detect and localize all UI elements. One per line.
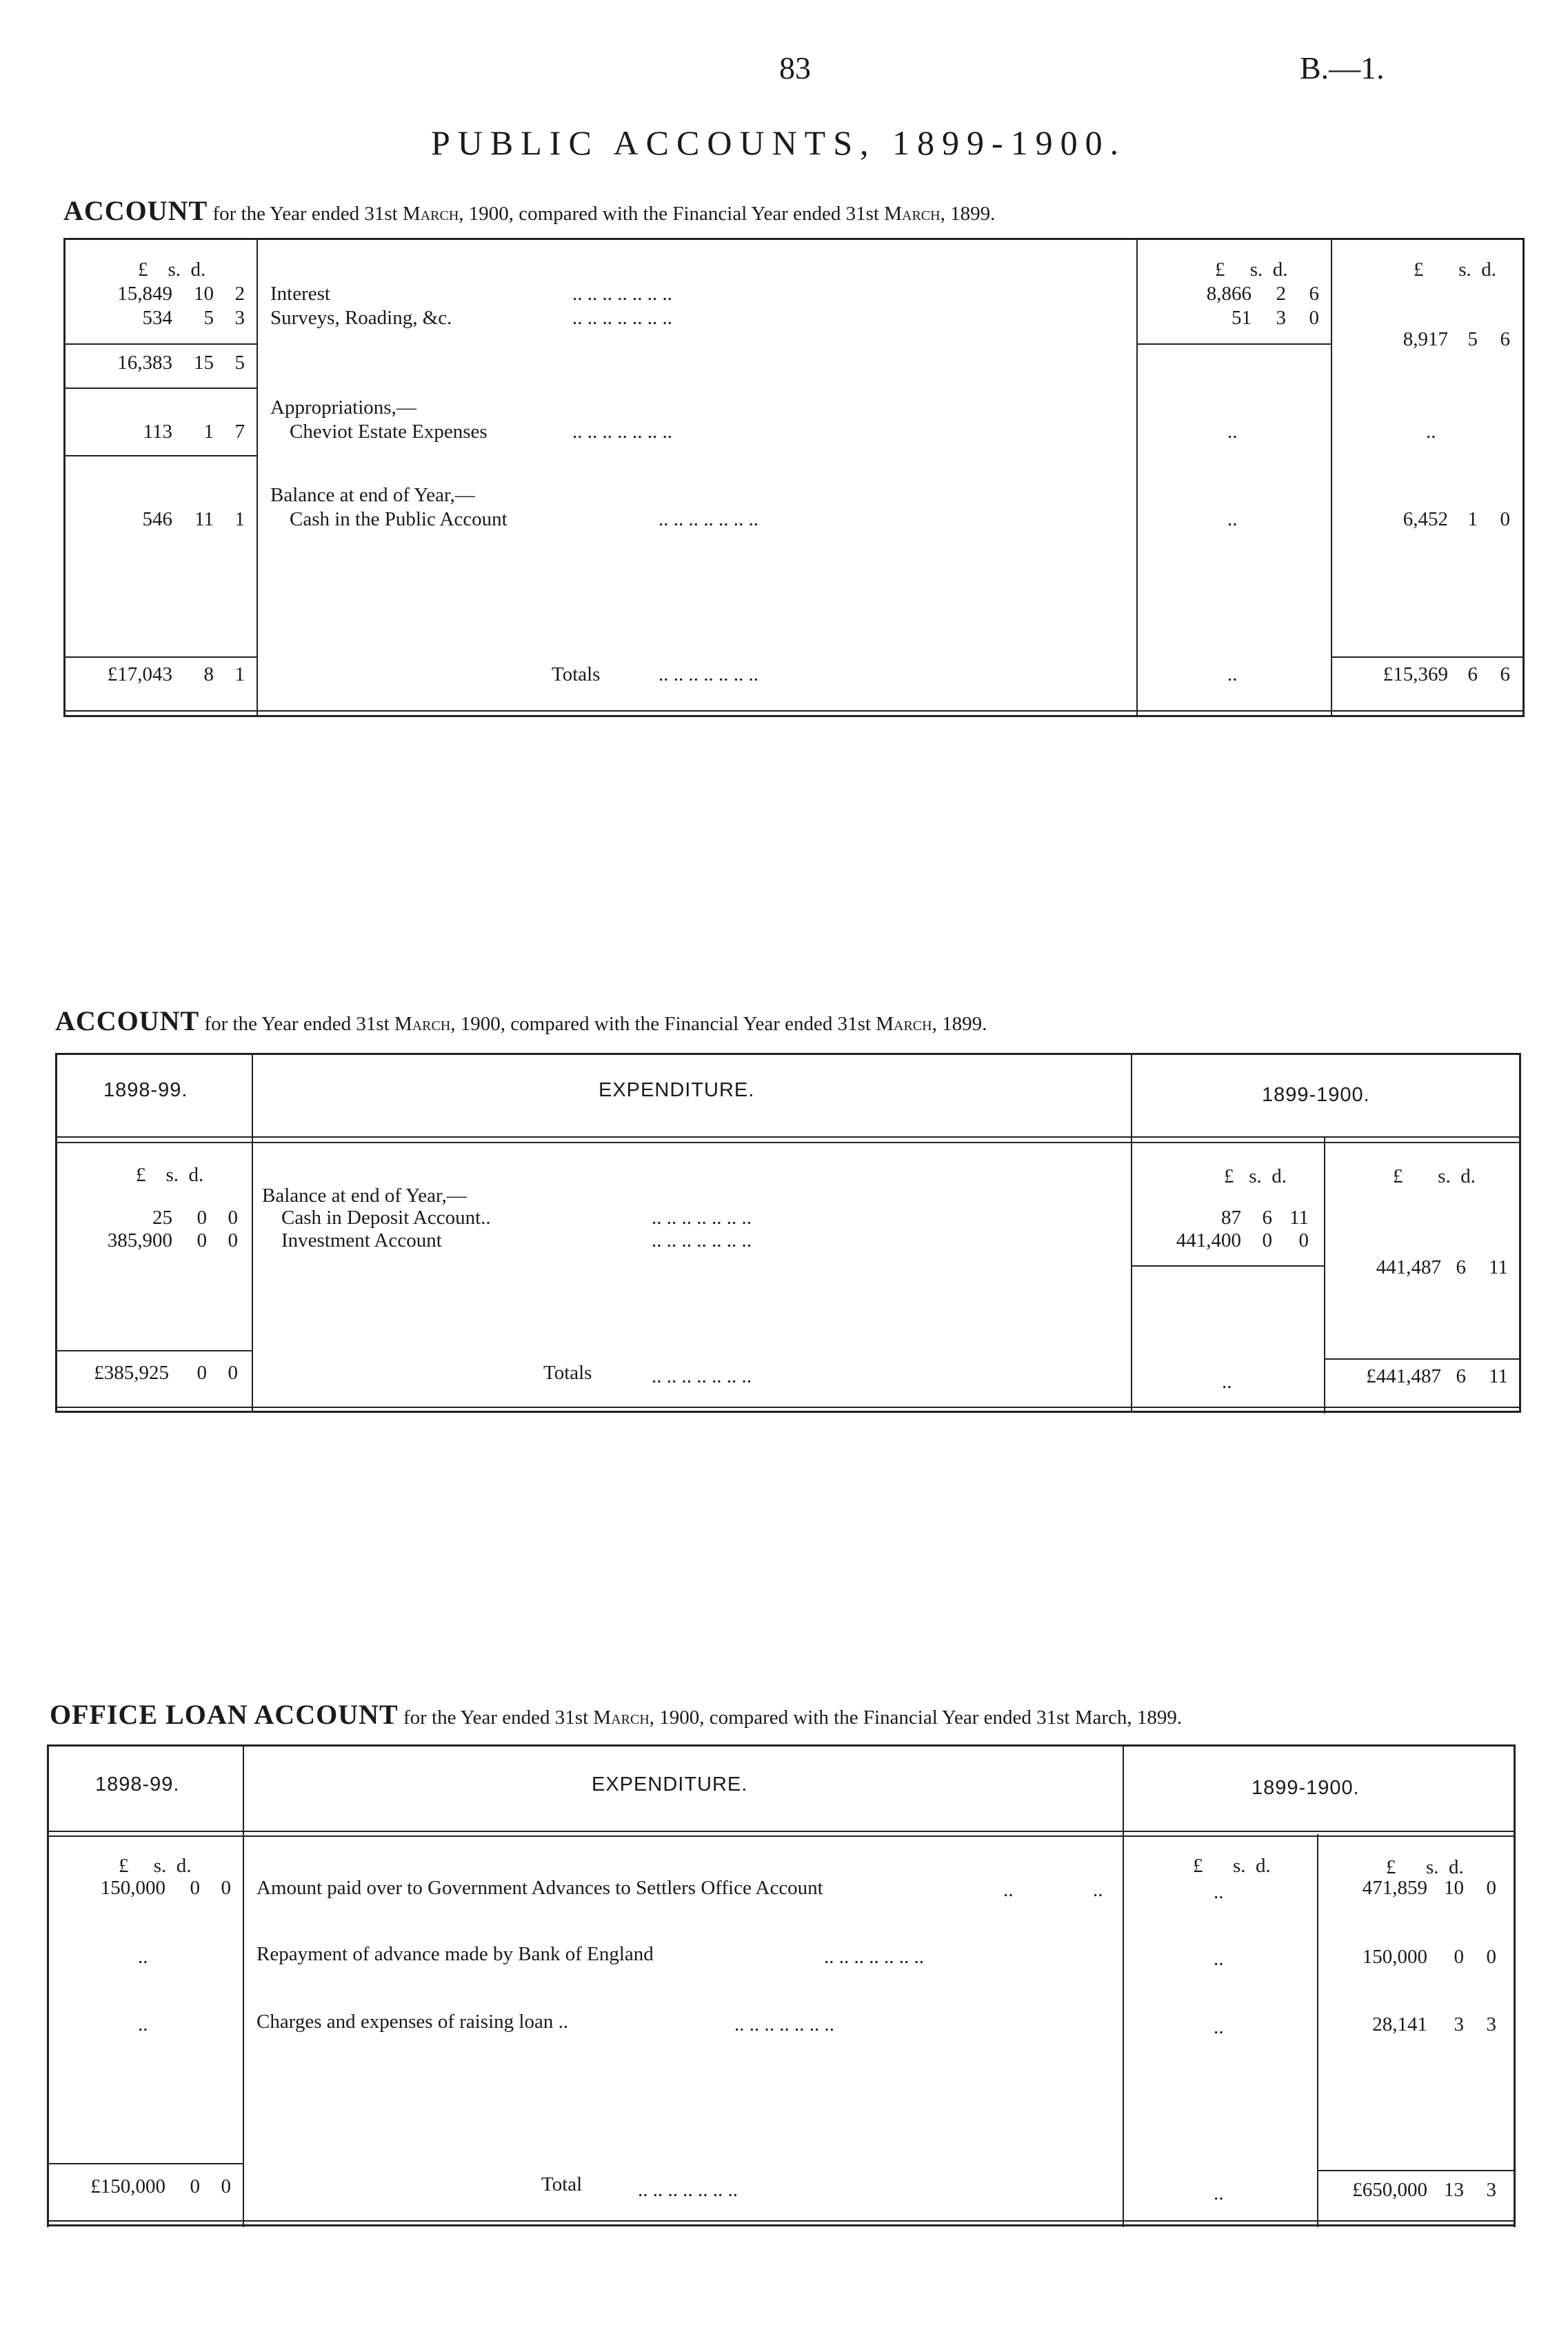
account3-caption-post: , 1899. [1127, 1707, 1183, 1729]
prev-pounds: 546 [142, 508, 172, 530]
row-label: Interest [270, 283, 330, 305]
prev-pounds: 150,000 [100, 1877, 165, 1899]
cur-shillings: 6 [1456, 1365, 1466, 1387]
cur-pounds: 441,400 [1176, 1229, 1241, 1251]
col-header-cur: 1899-1900. [1252, 1777, 1360, 1799]
cur-shillings: 6 [1262, 1207, 1272, 1229]
row-label: Cash in the Public Account [290, 508, 507, 530]
col-header-prev: 1898-99. [103, 1079, 188, 1101]
page-number: 83 [779, 50, 811, 85]
prev-shillings: 5 [203, 307, 214, 329]
leader-dots: .. .. .. .. .. .. .. [638, 2179, 738, 2201]
row-label: Surveys, Roading, &c. [270, 307, 452, 329]
col-header-cur: 1899-1900. [1262, 1084, 1370, 1106]
prev-pence: 1 [234, 663, 245, 685]
prev-pence: 3 [234, 307, 245, 329]
prev-pounds: 16,383 [117, 352, 172, 374]
account1-caption-post: , 1899. [940, 203, 996, 225]
totals-label: Totals [543, 1362, 592, 1384]
balance-heading: Balance at end of Year,— [270, 484, 475, 506]
account3-caption-mid: , 1900, compared with the Financial Year ended 31st [649, 1707, 1070, 1729]
cur-shillings: 2 [1276, 283, 1286, 305]
prev-pounds: £150,000 [90, 2175, 165, 2197]
prev-pounds: 113 [143, 421, 172, 443]
row-label: Charges and expenses of raising loan .. [257, 2011, 569, 2033]
row-label: Cash in Deposit Account.. [281, 1207, 491, 1229]
account3-caption-text: for the Year ended 31st [403, 1707, 589, 1729]
cur-pounds: 51 [1232, 307, 1252, 329]
prev-shillings: 15 [194, 352, 214, 374]
cur-pounds: £15,369 [1383, 663, 1448, 685]
leader-dots: .. [1003, 1879, 1014, 1901]
cur-pounds: £650,000 [1352, 2179, 1427, 2201]
empty-cell-dots: .. [1227, 508, 1238, 530]
prev-shillings: 0 [197, 1207, 207, 1229]
cur-pence: 0 [1486, 1877, 1496, 1899]
cur-pence: 3 [1486, 2013, 1496, 2035]
account2-caption-text: for the Year ended 31st [204, 1013, 390, 1035]
empty-cell-dots: .. [1214, 1881, 1224, 1903]
page-code: B.—1. [1300, 50, 1385, 85]
cur-shillings: 6 [1456, 1256, 1466, 1278]
leader-dots: .. .. .. .. .. .. .. [572, 307, 672, 329]
cur-pence: 11 [1489, 1256, 1508, 1278]
prev-pounds: £385,925 [94, 1362, 169, 1384]
account2-caption-month2: March [876, 1013, 932, 1035]
prev-pounds: .. [138, 2013, 148, 2035]
a2-cur-units: £ s. d. [1224, 1165, 1287, 1187]
totals-label: Totals [552, 663, 601, 685]
account3-caption-bold: OFFICE LOAN ACCOUNT [50, 1699, 399, 1730]
cur-pence: 0 [1309, 307, 1319, 329]
cur-pounds: 471,859 [1362, 1877, 1427, 1899]
prev-pence: 1 [234, 508, 245, 530]
cur-shillings: 0 [1262, 1229, 1272, 1251]
account2-caption-month1: March [394, 1013, 451, 1035]
prev-pence: 7 [234, 421, 245, 443]
col-header-desc: EXPENDITURE. [599, 1079, 755, 1101]
empty-cell-dots: .. [1214, 1948, 1224, 1970]
leader-dots: .. .. .. .. .. .. .. [734, 2013, 834, 2035]
account2-caption [55, 1005, 987, 1037]
cur-pounds: £441,487 [1366, 1365, 1441, 1387]
a3-cur2-units: £ s. d. [1386, 1856, 1464, 1878]
account1-caption-month1: March [402, 203, 459, 225]
balance-heading: Balance at end of Year,— [262, 1185, 467, 1207]
col-header-desc: EXPENDITURE. [592, 1773, 748, 1795]
account2-caption-post: , 1899. [932, 1013, 987, 1035]
prev-pence: 0 [221, 2175, 231, 2197]
cur-pence: 6 [1500, 328, 1510, 350]
page-title: PUBLIC ACCOUNTS, 1899-1900. [431, 123, 1127, 162]
cur-shillings: 5 [1467, 328, 1478, 350]
prev-shillings: 0 [190, 1877, 200, 1899]
empty-cell-dots: .. [1222, 1371, 1232, 1393]
prev-pounds: £17,043 [107, 663, 172, 685]
cur-pence: 3 [1486, 2179, 1496, 2201]
prev-pence: 2 [234, 283, 245, 305]
prev-shillings: 10 [194, 283, 214, 305]
prev-pounds: 15,849 [117, 283, 172, 305]
empty-cell-dots: .. [1227, 663, 1238, 685]
account3-caption [50, 1698, 1182, 1731]
a3-prev-units: £ s. d. [119, 1855, 192, 1877]
a3-cur-units: £ s. d. [1193, 1855, 1271, 1877]
cur-shillings: 13 [1444, 2179, 1464, 2201]
account1-caption [63, 194, 995, 227]
cur-pounds: 8,917 [1403, 328, 1448, 350]
account2-caption-mid: , 1900, compared with the Financial Year ended 31st [450, 1013, 871, 1035]
cur-pounds: 441,487 [1376, 1256, 1441, 1278]
totals-label: Total [541, 2173, 583, 2195]
cur-pence: 6 [1309, 283, 1319, 305]
prev-pence: 5 [234, 352, 245, 374]
cur-pence: 11 [1289, 1207, 1309, 1229]
account3-caption-month2: March [1074, 1707, 1127, 1729]
cur-pence: 0 [1500, 508, 1510, 530]
cur-shillings: 3 [1276, 307, 1286, 329]
leader-dots: .. .. .. .. .. .. .. [652, 1207, 752, 1229]
prev-shillings: 1 [203, 421, 214, 443]
prev-shillings: 0 [190, 2175, 200, 2197]
row-label: Repayment of advance made by Bank of England [257, 1943, 654, 1965]
leader-dots: .. .. .. .. .. .. .. [652, 1229, 752, 1251]
prev-pence: 0 [228, 1229, 238, 1251]
empty-cell-dots: .. [1214, 2016, 1224, 2038]
cur-pence: 6 [1500, 663, 1510, 685]
prev-pence: 0 [221, 1877, 231, 1899]
leader-dots: .. [1093, 1879, 1103, 1901]
row-label: Amount paid over to Government Advances to Settlers Office Account [257, 1877, 823, 1899]
a1-cur2-units: £ s. d. [1414, 259, 1497, 281]
account3-caption-month1: March [593, 1707, 650, 1729]
a2-cur2-units: £ s. d. [1393, 1165, 1476, 1187]
account1-caption-text: for the Year ended 31st [212, 203, 398, 225]
leader-dots: .. .. .. .. .. .. .. [659, 663, 758, 685]
prev-shillings: 0 [197, 1362, 207, 1384]
leader-dots: .. .. .. .. .. .. .. [659, 508, 758, 530]
empty-cell-dots: .. [1214, 2182, 1224, 2204]
leader-dots: .. .. .. .. .. .. .. [824, 1946, 924, 1968]
cur-pounds: 6,452 [1403, 508, 1448, 530]
cur-pounds: 28,141 [1372, 2013, 1427, 2035]
prev-pence: 0 [228, 1362, 238, 1384]
prev-pence: 0 [228, 1207, 238, 1229]
approp-heading: Appropriations,— [270, 396, 416, 419]
prev-pounds: .. [138, 1946, 148, 1968]
cur-pounds: 150,000 [1362, 1946, 1427, 1968]
cur-pence: 11 [1489, 1365, 1508, 1387]
cur-pence: 0 [1298, 1229, 1309, 1251]
cur-pence: 0 [1486, 1946, 1496, 1968]
prev-shillings: 0 [197, 1229, 207, 1251]
a2-prev-units: £ s. d. [136, 1164, 204, 1186]
a1-cur-units: £ s. d. [1215, 259, 1288, 281]
prev-pounds: 385,900 [107, 1229, 172, 1251]
prev-shillings: 8 [203, 663, 214, 685]
prev-pounds: 25 [152, 1207, 172, 1229]
cur-pounds: 87 [1221, 1207, 1241, 1229]
prev-pounds: 534 [142, 307, 172, 329]
leader-dots: .. .. .. .. .. .. .. [652, 1365, 752, 1387]
cur-shillings: 3 [1454, 2013, 1464, 2035]
col-header-prev: 1898-99. [95, 1773, 180, 1795]
cur-shillings: 1 [1467, 508, 1478, 530]
empty-cell-dots: .. [1227, 421, 1238, 443]
leader-dots: .. .. .. .. .. .. .. [572, 421, 672, 443]
row-label: Cheviot Estate Expenses [290, 421, 488, 443]
cur-pounds: 8,866 [1206, 283, 1252, 305]
row-label: Investment Account [281, 1229, 442, 1251]
cur-shillings: 10 [1444, 1877, 1464, 1899]
a1-prev-units: £ s. d. [138, 259, 206, 281]
cur-shillings: 6 [1467, 663, 1478, 685]
prev-shillings: 11 [194, 508, 214, 530]
account1-caption-month2: March [884, 203, 941, 225]
account1-caption-bold: ACCOUNT [63, 195, 208, 226]
empty-cell-dots: .. [1426, 421, 1436, 443]
cur-shillings: 0 [1454, 1946, 1464, 1968]
leader-dots: .. .. .. .. .. .. .. [572, 283, 672, 305]
account1-caption-mid: , 1900, compared with the Financial Year ended 31st [459, 203, 879, 225]
account2-caption-bold: ACCOUNT [55, 1005, 200, 1036]
